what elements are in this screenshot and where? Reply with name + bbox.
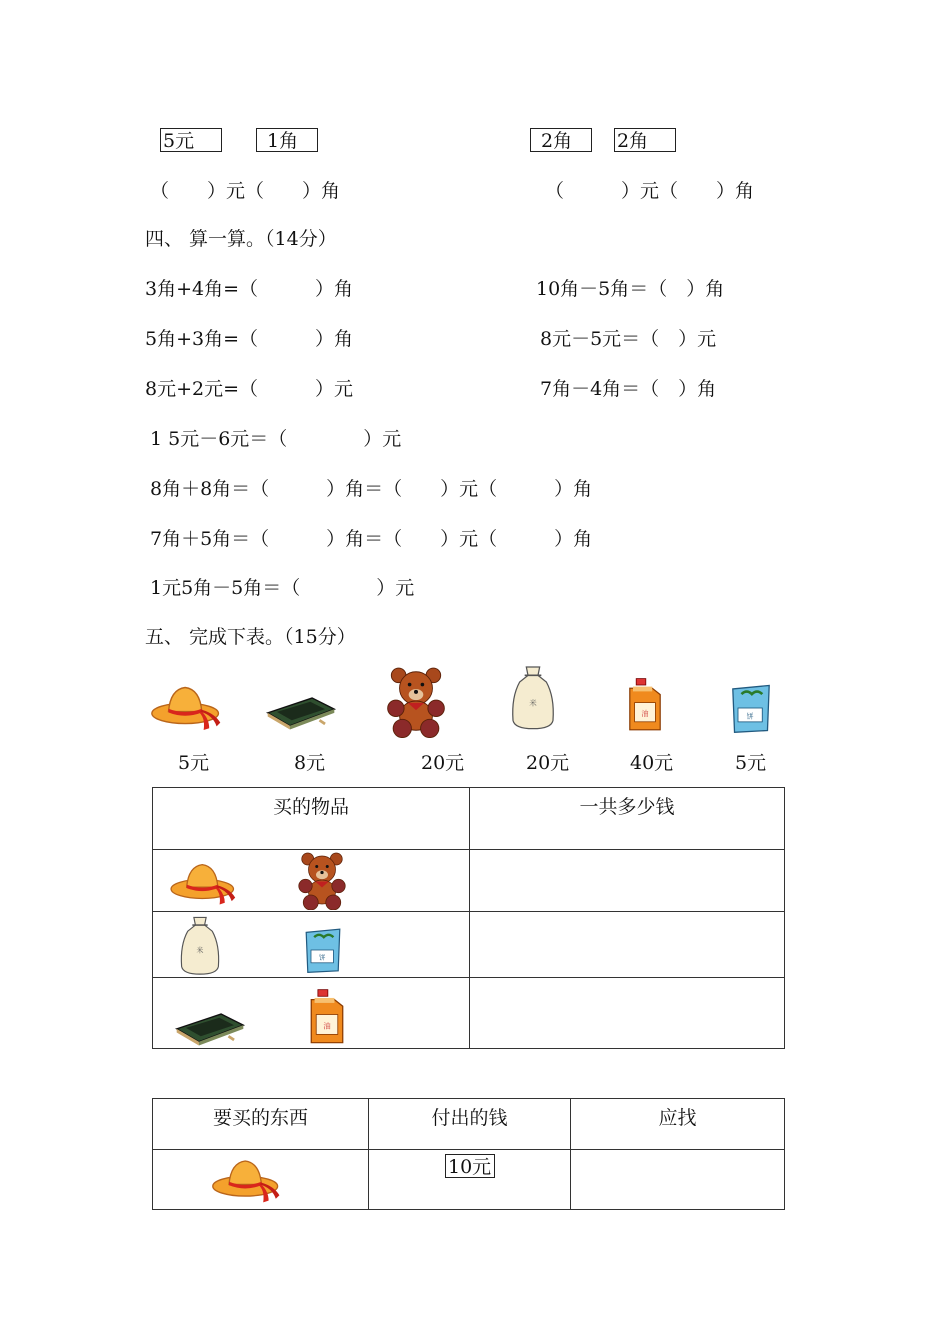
item-price: 40元	[630, 752, 674, 774]
book-icon	[173, 1008, 247, 1046]
answer-line-left: （ ）元（ ）角	[150, 180, 341, 202]
change-table	[152, 1098, 785, 1210]
total-answer-cell[interactable]	[470, 912, 785, 978]
total-answer-cell[interactable]	[470, 978, 785, 1049]
header-change: 应找	[571, 1099, 785, 1150]
header-total: 一共多少钱	[470, 788, 785, 850]
calc-item: 7角－4角＝（ ）角	[540, 378, 717, 400]
table-row	[153, 850, 470, 912]
calc-item: 10角－5角＝（ ）角	[536, 278, 725, 300]
hat-icon	[211, 1152, 283, 1206]
table-row	[153, 1150, 369, 1210]
book-icon	[264, 692, 338, 730]
money-note-3: 2角	[530, 128, 592, 152]
money-note-2: 1角	[256, 128, 318, 152]
flour-bag-icon	[508, 662, 558, 732]
item-price: 5元	[178, 752, 210, 774]
oil-bottle-icon	[624, 677, 666, 733]
calc-item: 8角＋8角＝（ ）角＝（ ）元（ ）角	[150, 478, 593, 500]
change-answer-cell[interactable]	[571, 1150, 785, 1210]
calc-item: 7角＋5角＝（ ）角＝（ ）元（ ）角	[150, 528, 593, 550]
table-row	[153, 912, 470, 978]
total-answer-cell[interactable]	[470, 850, 785, 912]
money-note-paid: 10元	[445, 1154, 495, 1178]
answer-line-right: （ ）元（ ）角	[545, 180, 755, 202]
calc-item: 8元+2元=（ ）元	[145, 378, 354, 400]
snack-bag-icon	[728, 682, 774, 734]
money-note-4: 2角	[614, 128, 676, 152]
calc-item: 5角+3角=（ ）角	[145, 328, 354, 350]
hat-icon	[150, 678, 224, 734]
calc-item: 1 5元－6元＝（ ）元	[150, 428, 402, 450]
section4-title: 四、 算一算。（14分）	[145, 228, 337, 250]
table-row	[153, 978, 470, 1049]
purchase-table	[152, 787, 785, 1049]
snack-bag-icon	[303, 926, 343, 974]
paid-cell	[369, 1150, 571, 1210]
calc-item: 1元5角－5角＝（ ）元	[150, 577, 415, 599]
header-items: 买的物品	[153, 788, 470, 850]
item-price: 5元	[735, 752, 767, 774]
money-note-1: 5元	[160, 128, 222, 152]
teddy-bear-icon	[295, 850, 349, 910]
item-price: 20元	[526, 752, 570, 774]
oil-bottle-icon	[305, 988, 349, 1046]
teddy-bear-icon	[384, 664, 448, 738]
header-paid: 付出的钱	[369, 1099, 571, 1150]
calc-item: 8元－5元＝（ ）元	[540, 328, 717, 350]
hat-icon	[169, 856, 239, 908]
section5-title: 五、 完成下表。（15分）	[145, 626, 356, 648]
flour-bag-icon	[177, 914, 223, 976]
calc-item: 3角+4角=（ ）角	[145, 278, 354, 300]
header-thing-to-buy: 要买的东西	[153, 1099, 369, 1150]
item-price: 8元	[294, 752, 326, 774]
item-price: 20元	[421, 752, 465, 774]
